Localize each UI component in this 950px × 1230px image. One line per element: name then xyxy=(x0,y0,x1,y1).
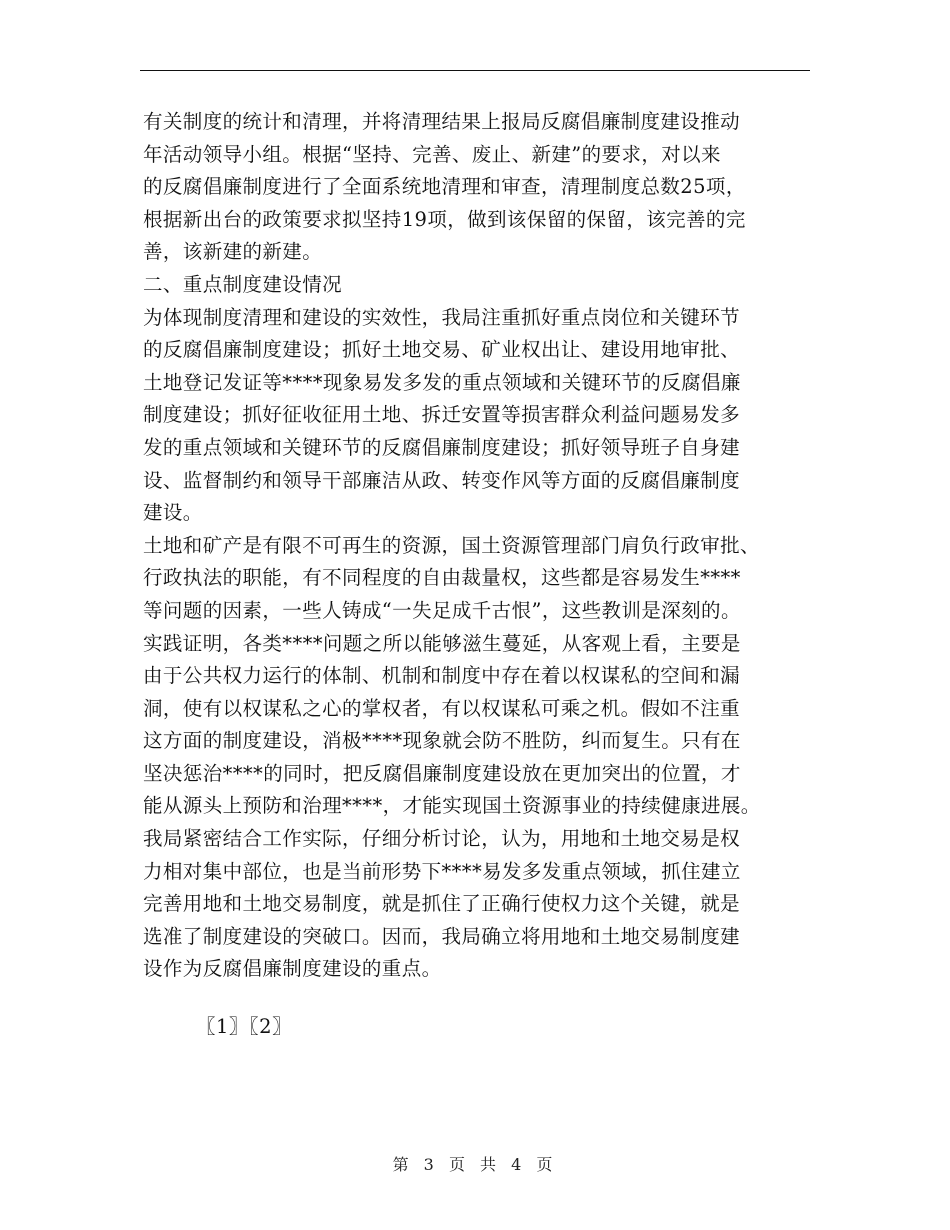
text-line: 年活动领导小组。根据“坚持、完善、废止、新建”的要求，对以来 xyxy=(143,142,721,166)
text-line: 设作为反腐倡廉制度建设的重点。 xyxy=(143,957,442,981)
text-line: 根据新出台的政策要求拟坚持19项，做到该保留的保留，该完善的完 xyxy=(143,207,746,231)
text-line: 行政执法的职能，有不同程度的自由裁量权，这些都是容易发生**** xyxy=(143,566,741,590)
text-line: 为体现制度清理和建设的实效性，我局注重抓好重点岗位和关键环节 xyxy=(143,305,741,329)
pager-links xyxy=(196,1011,292,1043)
text-line: 完善用地和土地交易制度，就是抓住了正确行使权力这个关键，就是 xyxy=(143,892,741,916)
text-line: 建设。 xyxy=(143,501,203,525)
text-line: 土地登记发证等****现象易发多发的重点领域和关键环节的反腐倡廉 xyxy=(143,370,741,394)
text-line: 选准了制度建设的突破口。因而，我局确立将用地和土地交易制度建 xyxy=(143,924,741,948)
text-line: 善，该新建的新建。 xyxy=(143,240,323,264)
text-line: 洞，使有以权谋私之心的掌权者，有以权谋私可乘之机。假如不注重 xyxy=(143,696,741,720)
text-line: 制度建设；抓好征收征用土地、拆迁安置等损害群众利益问题易发多 xyxy=(143,403,741,427)
text-line: 这方面的制度建设，消极****现象就会防不胜防，纠而复生。只有在 xyxy=(143,729,741,753)
page-footer: 第 3 页 共 4 页 xyxy=(392,1155,558,1174)
document-body xyxy=(143,106,808,986)
text-line: 设、监督制约和领导干部廉洁从政、转变作风等方面的反腐倡廉制度 xyxy=(143,468,741,492)
text-line: 力相对集中部位，也是当前形势下****易发多发重点领域，抓住建立 xyxy=(143,859,741,883)
pager-link-1[interactable]: 〖1〗 xyxy=(196,1015,249,1038)
text-line: 的反腐倡廉制度建设；抓好土地交易、矿业权出让、建设用地审批、 xyxy=(143,338,741,362)
text-line: 有关制度的统计和清理，并将清理结果上报局反腐倡廉制度建设推动 xyxy=(143,110,741,133)
pager-link-2[interactable]: 〖2〗 xyxy=(248,1015,293,1038)
text-line: 等问题的因素，一些人铸成“一失足成千古恨”，这些教训是深刻的。 xyxy=(143,598,741,622)
header-rule xyxy=(140,70,810,71)
text-line: 我局紧密结合工作实际，仔细分析讨论，认为，用地和土地交易是权 xyxy=(143,827,741,851)
text-line: 发的重点领域和关键环节的反腐倡廉制度建设；抓好领导班子自身建 xyxy=(143,435,741,459)
text-line: 实践证明，各类****问题之所以能够滋生蔓延，从客观上看，主要是 xyxy=(143,631,741,655)
text-line: 能从源头上预防和治理****，才能实现国土资源事业的持续健康进展。 xyxy=(143,794,761,818)
section-heading: 二、重点制度建设情况 xyxy=(143,272,343,296)
text-line: 由于公共权力运行的体制、机制和制度中存在着以权谋私的空间和漏 xyxy=(143,664,741,688)
text-line: 坚决惩治****的同时，把反腐倡廉制度建设放在更加突出的位置，才 xyxy=(143,761,741,785)
text-line: 的反腐倡廉制度进行了全面系统地清理和审查，清理制度总数25项， xyxy=(143,175,746,199)
text-line: 土地和矿产是有限不可再生的资源，国土资源管理部门肩负行政审批、 xyxy=(143,533,760,557)
